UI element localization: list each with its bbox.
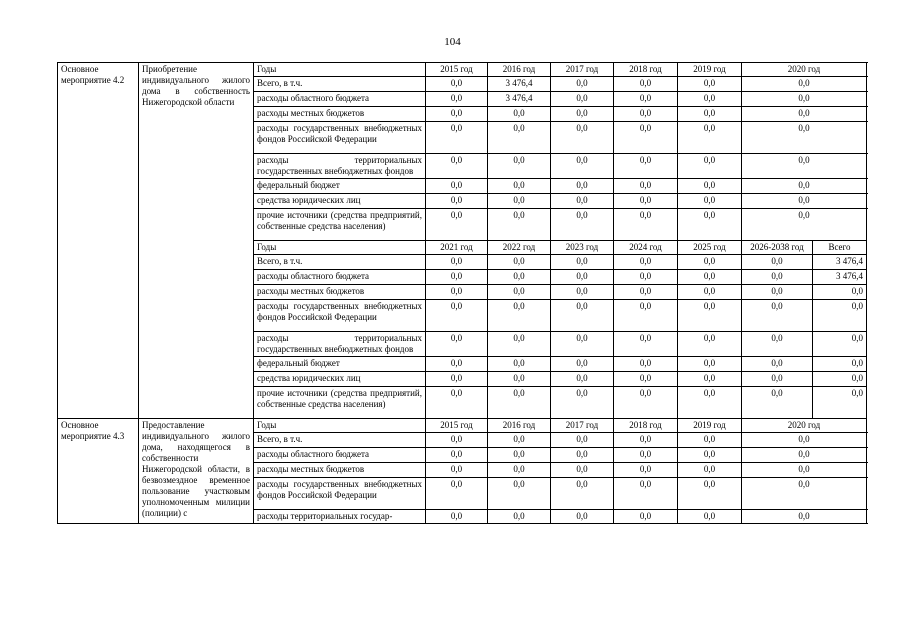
value-cell: 0,0 (551, 179, 614, 194)
value-cell: 0,0 (742, 357, 813, 372)
year-header: 2016 год (488, 63, 551, 77)
value-cell: 0,0 (813, 285, 867, 300)
value-cell: 0,0 (488, 255, 551, 270)
value-cell: 0,0 (488, 122, 551, 154)
year-header: 2017 год (551, 419, 614, 433)
value-cell: 0,0 (614, 332, 678, 357)
source-label: расходы областного бюджета (254, 448, 426, 463)
value-cell: 0,0 (488, 387, 551, 419)
year-header: 2019 год (678, 419, 742, 433)
source-label: прочие источники (средства предприятий, собственные средства населения) (254, 387, 426, 419)
value-cell: 0,0 (742, 270, 813, 285)
year-header: 2024 год (614, 241, 678, 255)
value-cell: 0,0 (426, 270, 488, 285)
value-cell: 0,0 (742, 179, 867, 194)
value-cell: 0,0 (678, 107, 742, 122)
value-cell: 0,0 (426, 387, 488, 419)
value-cell: 0,0 (813, 332, 867, 357)
value-cell: 0,0 (426, 285, 488, 300)
value-cell: 0,0 (426, 510, 488, 524)
value-cell: 0,0 (426, 194, 488, 209)
years-header-row (58, 419, 867, 433)
measure-description: Предоставление индивидуального жилого дома, находящегося в собственности Нижегородской области, в безвозмездное временное пользование участковым уполномоченным милиции (полиции) с (139, 419, 254, 524)
year-header: 2020 год (742, 419, 867, 433)
value-cell: 0,0 (551, 92, 614, 107)
value-cell: 0,0 (614, 433, 678, 448)
years-label: Годы (254, 419, 426, 433)
value-cell: 3 476,4 (488, 77, 551, 92)
year-header: 2015 год (426, 63, 488, 77)
value-cell: 0,0 (488, 107, 551, 122)
value-cell: 0,0 (614, 285, 678, 300)
value-cell: 0,0 (614, 357, 678, 372)
value-cell: 0,0 (742, 478, 867, 510)
value-cell: 0,0 (614, 194, 678, 209)
value-cell: 0,0 (488, 478, 551, 510)
value-cell: 0,0 (614, 209, 678, 241)
year-header: 2018 год (614, 63, 678, 77)
value-cell: 0,0 (488, 300, 551, 332)
measure-name: Основное мероприятие 4.2 (58, 63, 139, 419)
source-label: расходы территориальных государственных внебюджетных фондов (254, 154, 426, 179)
value-cell: 0,0 (678, 209, 742, 241)
value-cell: 0,0 (488, 332, 551, 357)
value-cell: 0,0 (742, 332, 813, 357)
value-cell: 0,0 (742, 510, 867, 524)
value-cell: 0,0 (742, 300, 813, 332)
value-cell: 0,0 (551, 463, 614, 478)
value-cell: 0,0 (742, 448, 867, 463)
value-cell: 0,0 (614, 448, 678, 463)
source-label: средства юридических лиц (254, 194, 426, 209)
value-cell: 0,0 (614, 300, 678, 332)
value-cell: 0,0 (551, 433, 614, 448)
year-header: 2016 год (488, 419, 551, 433)
value-cell: 0,0 (551, 448, 614, 463)
value-cell: 0,0 (426, 122, 488, 154)
value-cell: 0,0 (614, 122, 678, 154)
value-cell: 0,0 (678, 387, 742, 419)
value-cell: 0,0 (614, 77, 678, 92)
value-cell: 0,0 (551, 478, 614, 510)
value-cell: 0,0 (742, 92, 867, 107)
value-cell: 0,0 (614, 478, 678, 510)
value-cell: 0,0 (678, 433, 742, 448)
value-cell: 0,0 (678, 463, 742, 478)
measure-name: Основное мероприятие 4.3 (58, 419, 139, 524)
value-cell: 0,0 (426, 433, 488, 448)
source-label: расходы областного бюджета (254, 92, 426, 107)
value-cell: 0,0 (426, 154, 488, 179)
value-cell: 0,0 (551, 510, 614, 524)
value-cell: 0,0 (426, 332, 488, 357)
value-cell: 0,0 (488, 179, 551, 194)
value-cell: 0,0 (488, 357, 551, 372)
years-label: Годы (254, 63, 426, 77)
value-cell: 0,0 (678, 270, 742, 285)
value-cell: 0,0 (678, 510, 742, 524)
value-cell: 0,0 (551, 154, 614, 179)
year-header: 2025 год (678, 241, 742, 255)
value-cell: 0,0 (742, 463, 867, 478)
value-cell: 0,0 (813, 357, 867, 372)
year-header: 2022 год (488, 241, 551, 255)
value-cell: 0,0 (678, 122, 742, 154)
value-cell: 0,0 (614, 92, 678, 107)
value-cell: 0,0 (614, 179, 678, 194)
value-cell: 0,0 (488, 433, 551, 448)
value-cell: 0,0 (742, 255, 813, 270)
value-cell: 0,0 (678, 300, 742, 332)
funding-table (57, 62, 867, 524)
value-cell: 0,0 (742, 122, 867, 154)
page-number: 104 (444, 36, 461, 48)
year-header: 2020 год (742, 63, 867, 77)
value-cell: 0,0 (678, 478, 742, 510)
value-cell: 0,0 (678, 194, 742, 209)
value-cell: 0,0 (614, 255, 678, 270)
value-cell: 0,0 (678, 285, 742, 300)
value-cell: 0,0 (551, 300, 614, 332)
value-cell: 0,0 (614, 372, 678, 387)
value-cell: 0,0 (742, 107, 867, 122)
value-cell: 0,0 (426, 92, 488, 107)
value-cell: 0,0 (742, 194, 867, 209)
value-cell: 0,0 (678, 179, 742, 194)
years-header-row (58, 63, 867, 77)
value-cell: 0,0 (678, 357, 742, 372)
source-label: расходы территориальных государ- (254, 510, 426, 524)
source-label: расходы местных бюджетов (254, 463, 426, 478)
value-cell: 0,0 (551, 357, 614, 372)
value-cell: 0,0 (488, 270, 551, 285)
value-cell: 0,0 (742, 387, 813, 419)
value-cell: 0,0 (488, 510, 551, 524)
value-cell: 0,0 (551, 387, 614, 419)
value-cell: 0,0 (551, 270, 614, 285)
value-cell: 0,0 (742, 154, 867, 179)
measure-description: Приобретение индивидуального жилого дома в собственность Нижегородской области (139, 63, 254, 419)
value-cell: 0,0 (678, 255, 742, 270)
value-cell: 0,0 (426, 372, 488, 387)
value-cell: 0,0 (426, 255, 488, 270)
value-cell: 0,0 (488, 209, 551, 241)
value-cell: 0,0 (551, 77, 614, 92)
value-cell: 0,0 (614, 463, 678, 478)
value-cell: 0,0 (426, 478, 488, 510)
value-cell: 0,0 (426, 300, 488, 332)
value-cell: 3 476,4 (488, 92, 551, 107)
value-cell: 3 476,4 (813, 270, 867, 285)
value-cell: 0,0 (678, 154, 742, 179)
value-cell: 0,0 (426, 357, 488, 372)
value-cell: 0,0 (813, 372, 867, 387)
source-label: средства юридических лиц (254, 372, 426, 387)
year-header: 2015 год (426, 419, 488, 433)
value-cell: 0,0 (678, 92, 742, 107)
year-header: 2026-2038 год (742, 241, 813, 255)
source-label: Всего, в т.ч. (254, 77, 426, 92)
value-cell: 0,0 (551, 122, 614, 154)
value-cell: 0,0 (426, 107, 488, 122)
value-cell: 0,0 (551, 332, 614, 357)
value-cell: 0,0 (742, 372, 813, 387)
value-cell: 0,0 (614, 107, 678, 122)
value-cell: 0,0 (678, 448, 742, 463)
value-cell: 0,0 (813, 300, 867, 332)
value-cell: 3 476,4 (813, 255, 867, 270)
value-cell: 0,0 (551, 107, 614, 122)
value-cell: 0,0 (488, 194, 551, 209)
source-label: расходы областного бюджета (254, 270, 426, 285)
value-cell: 0,0 (614, 154, 678, 179)
value-cell: 0,0 (614, 510, 678, 524)
years-label: Годы (254, 241, 426, 255)
value-cell: 0,0 (551, 255, 614, 270)
value-cell: 0,0 (551, 372, 614, 387)
value-cell: 0,0 (678, 77, 742, 92)
source-label: расходы государственных внебюджетных фондов Российской Федерации (254, 122, 426, 154)
source-label: расходы местных бюджетов (254, 285, 426, 300)
value-cell: 0,0 (551, 209, 614, 241)
value-cell: 0,0 (742, 209, 867, 241)
source-label: расходы государственных внебюджетных фондов Российской Федерации (254, 300, 426, 332)
year-header: 2017 год (551, 63, 614, 77)
value-cell: 0,0 (488, 285, 551, 300)
value-cell: 0,0 (742, 433, 867, 448)
source-label: Всего, в т.ч. (254, 255, 426, 270)
year-header: 2018 год (614, 419, 678, 433)
value-cell: 0,0 (551, 285, 614, 300)
value-cell: 0,0 (488, 463, 551, 478)
value-cell: 0,0 (813, 387, 867, 419)
year-header: 2019 год (678, 63, 742, 77)
year-header: Всего (813, 241, 867, 255)
year-header: 2023 год (551, 241, 614, 255)
source-label: прочие источники (средства предприятий, собственные средства населения) (254, 209, 426, 241)
value-cell: 0,0 (614, 270, 678, 285)
value-cell: 0,0 (488, 154, 551, 179)
source-label: Всего, в т.ч. (254, 433, 426, 448)
year-header: 2021 год (426, 241, 488, 255)
source-label: федеральный бюджет (254, 357, 426, 372)
value-cell: 0,0 (426, 448, 488, 463)
value-cell: 0,0 (678, 332, 742, 357)
value-cell: 0,0 (426, 77, 488, 92)
value-cell: 0,0 (614, 387, 678, 419)
value-cell: 0,0 (488, 372, 551, 387)
source-label: расходы территориальных государственных внебюджетных фондов (254, 332, 426, 357)
value-cell: 0,0 (488, 448, 551, 463)
source-label: федеральный бюджет (254, 179, 426, 194)
value-cell: 0,0 (426, 463, 488, 478)
value-cell: 0,0 (426, 209, 488, 241)
value-cell: 0,0 (742, 77, 867, 92)
value-cell: 0,0 (551, 194, 614, 209)
value-cell: 0,0 (426, 179, 488, 194)
source-label: расходы местных бюджетов (254, 107, 426, 122)
value-cell: 0,0 (742, 285, 813, 300)
source-label: расходы государственных внебюджетных фондов Российской Федерации (254, 478, 426, 510)
value-cell: 0,0 (678, 372, 742, 387)
